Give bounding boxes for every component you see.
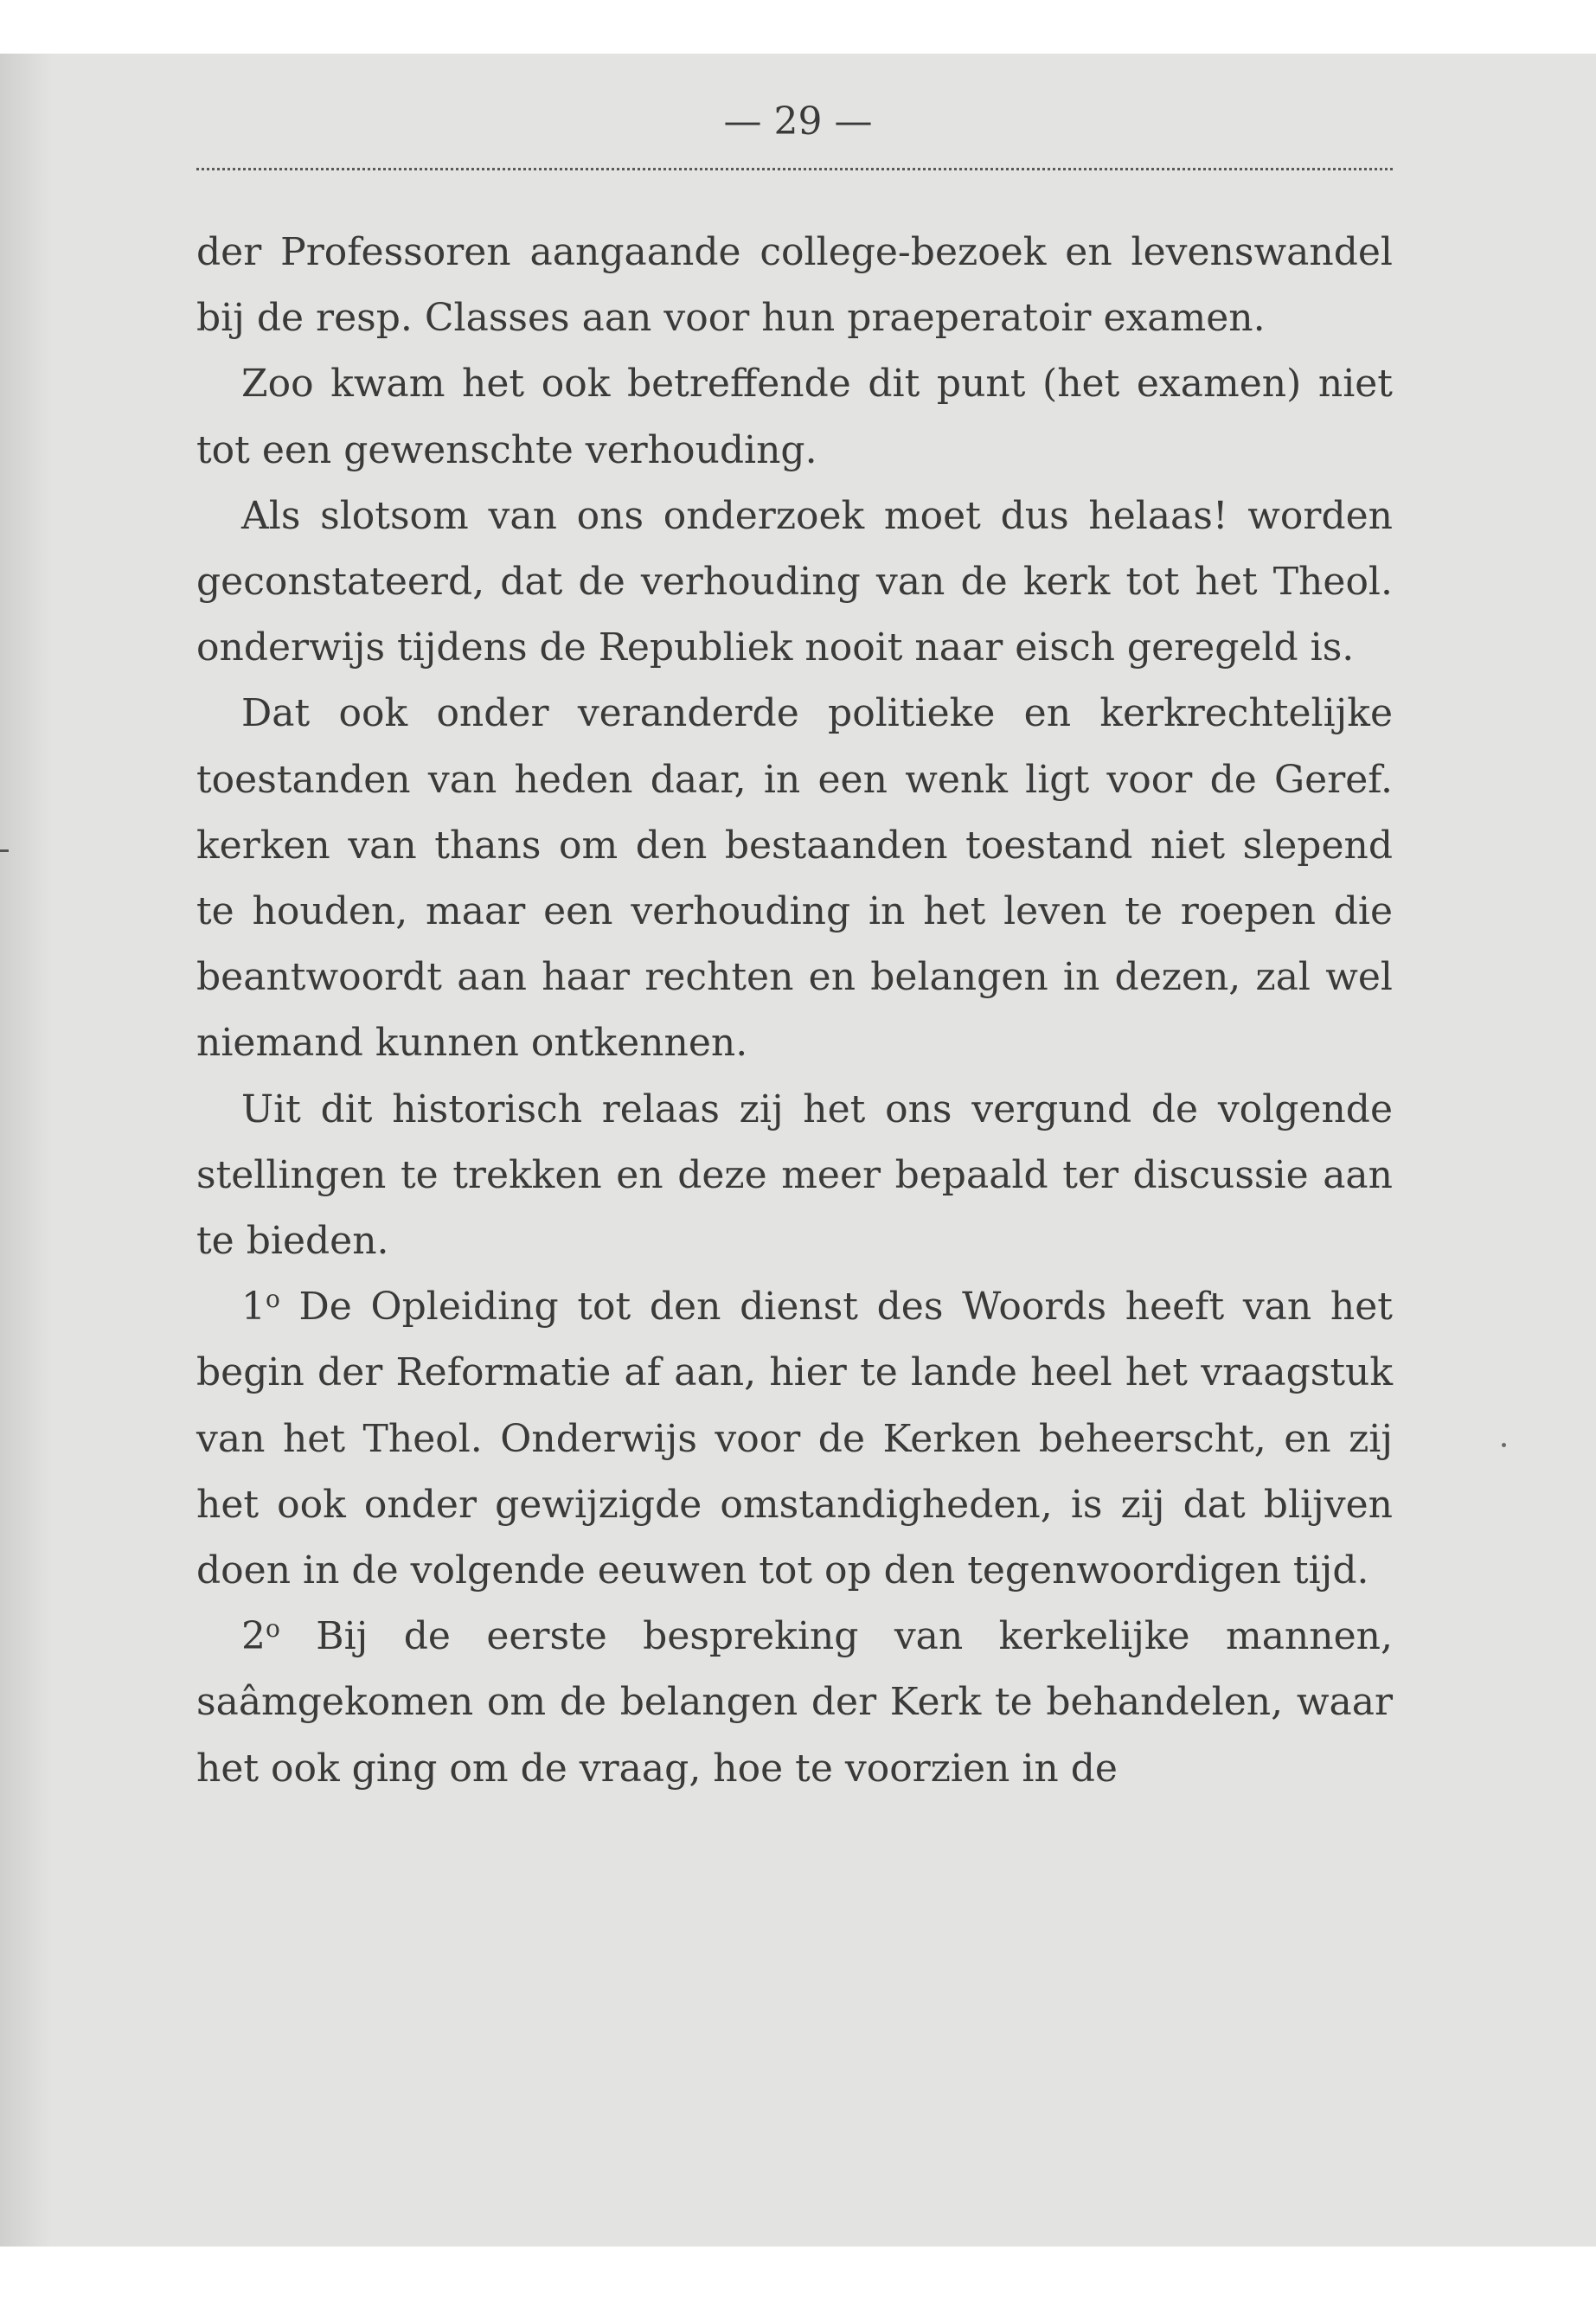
paragraph-3 — [196, 484, 1393, 682]
thesis-2 — [196, 1604, 1393, 1802]
margin-mark — [0, 849, 9, 852]
header-dotted-rule — [196, 168, 1393, 170]
paragraph-text: Bij de eerste bespreking van kerkelijke mannen, saâmgekomen om de belangen der Kerk te behandelen, waar het ook ging om de vraag, hoe te voorzien in de — [196, 1614, 1393, 1791]
binding-gutter-shadow — [0, 54, 52, 2247]
paragraph-5 — [196, 1077, 1393, 1275]
thesis-number: 1 — [241, 1285, 266, 1330]
thesis-number: 2 — [241, 1614, 266, 1659]
paragraph-text: der Professoren aangaande college-bezoek en levenswandel bij de resp. Classes aan voor hun praeperatoir examen. — [196, 230, 1393, 341]
ordinal-mark: o — [266, 1614, 280, 1644]
thesis-1 — [196, 1274, 1393, 1604]
paragraph-text: De Opleiding tot den dienst des Woords heeft van het begin der Reformatie af aan, hier te lande heel het vraagstuk van het Theol. Onderwijs voor de Kerken beheerscht, en zij het ook onder gewijzigde omstandigheden, is zij dat blijven doen in de volgende eeuwen tot op den tegenwoordigen tijd. — [196, 1285, 1393, 1593]
page-number: — 29 — — [723, 99, 873, 144]
paragraph-4 — [196, 681, 1393, 1076]
paragraph-1 — [196, 220, 1393, 351]
ordinal-mark: o — [266, 1285, 280, 1314]
paragraph-text: Als slotsom van ons onderzoek moet dus helaas! worden geconstateerd, dat de verhouding van de kerk tot het Theol. onderwijs tijdens de Republiek nooit naar eisch geregeld is. — [196, 493, 1393, 670]
paragraph-text: Uit dit historisch relaas zij het ons vergund de volgende stellingen te trekken en deze meer bepaald ter discussie aan te bieden. — [196, 1086, 1393, 1264]
paragraph-text: Dat ook onder veranderde politieke en kerkrechtelijke toestanden van heden daar, in een wenk ligt voor de Geref. kerken van thans om den bestaanden toestand niet slepend te houden, maar een verhouding in het leven te roepen die beantwoordt aan haar rechten en belangen in dezen, zal wel niemand kunnen ontkennen. — [196, 691, 1393, 1066]
paragraph-2 — [196, 351, 1393, 483]
page-body — [196, 220, 1393, 1802]
paper-speck — [1502, 1443, 1506, 1447]
paragraph-text: Zoo kwam het ook betreffende dit punt (het examen) niet tot een gewenschte verhouding. — [196, 362, 1393, 472]
